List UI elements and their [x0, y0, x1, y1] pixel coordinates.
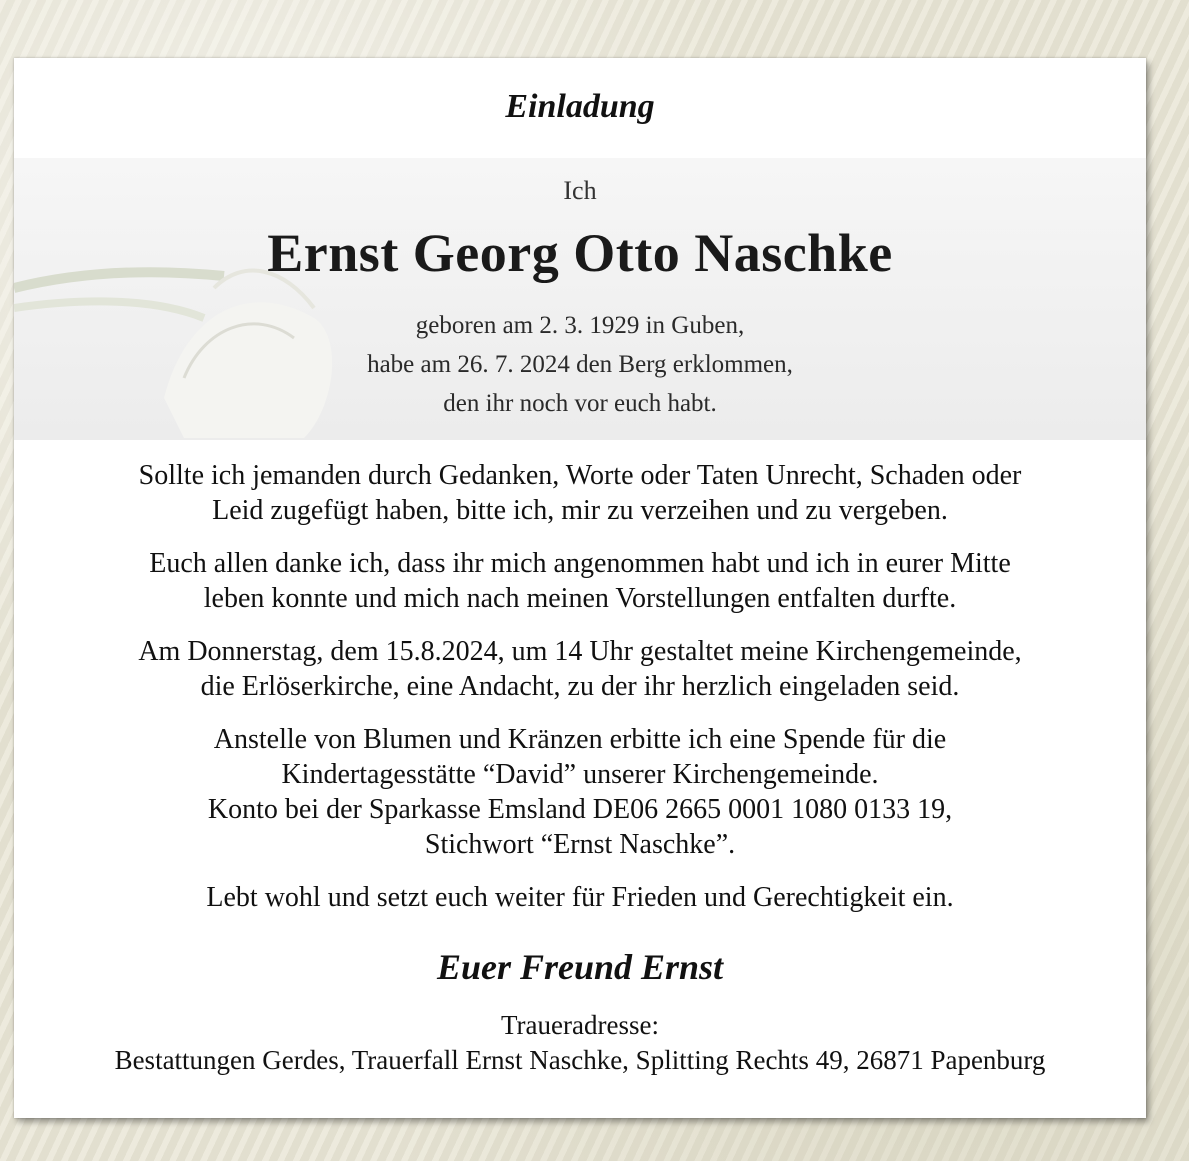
- text-line: Sollte ich jemanden durch Gedanken, Worte oder Taten Unrecht, Schaden oder: [138, 460, 1022, 491]
- text-line: Kindertagesstätte “David” unserer Kirchengemeinde.: [281, 759, 879, 790]
- address-block: [14, 1008, 1146, 1078]
- paragraph-donation: [14, 722, 1146, 862]
- bio-line: den ihr noch vor euch habt.: [443, 390, 717, 417]
- address-line: Bestattungen Gerdes, Trauerfall Ernst Naschke, Splitting Rechts 49, 26871 Papenburg: [114, 1045, 1046, 1075]
- text-line: Lebt wohl und setzt euch weiter für Frieden und Gerechtigkeit ein.: [206, 882, 954, 913]
- paragraph-thanks: [14, 546, 1146, 616]
- obituary-card: [14, 58, 1146, 1118]
- paragraph-farewell: [14, 880, 1146, 915]
- paragraph-apology: [14, 458, 1146, 528]
- banner: [14, 158, 1146, 440]
- text-line: Euch allen danke ich, dass ihr mich angenommen habt und ich in eurer Mitte: [149, 548, 1011, 579]
- text-line: Am Donnerstag, dem 15.8.2024, um 14 Uhr gestaltet meine Kirchengemeinde,: [138, 636, 1022, 667]
- bio-line: geboren am 2. 3. 1929 in Guben,: [415, 312, 745, 339]
- text-line: Konto bei der Sparkasse Emsland DE06 2665 0001 1080 0133 19,: [207, 794, 953, 825]
- text-line: Leid zugefügt haben, bitte ich, mir zu verzeihen und zu vergeben.: [212, 495, 948, 526]
- intro-text: Ich: [563, 176, 597, 205]
- text-line: die Erlöserkirche, eine Andacht, zu der ihr herzlich eingeladen seid.: [200, 671, 960, 702]
- paragraph-service: [14, 634, 1146, 704]
- body-text: [14, 458, 1146, 933]
- text-line: Stichwort “Ernst Naschke”.: [424, 829, 736, 860]
- address-label: Traueradresse:: [501, 1010, 659, 1040]
- heading: Einladung: [505, 88, 655, 125]
- bio-text: [14, 306, 1146, 423]
- text-line: leben konnte und mich nach meinen Vorstellungen entfalten durfte.: [203, 583, 957, 614]
- signature: Euer Freund Ernst: [436, 947, 724, 987]
- text-line: Anstelle von Blumen und Kränzen erbitte ich eine Spende für die: [213, 724, 947, 755]
- deceased-name: Ernst Georg Otto Naschke: [267, 223, 893, 283]
- bio-line: habe am 26. 7. 2024 den Berg erklommen,: [367, 351, 793, 378]
